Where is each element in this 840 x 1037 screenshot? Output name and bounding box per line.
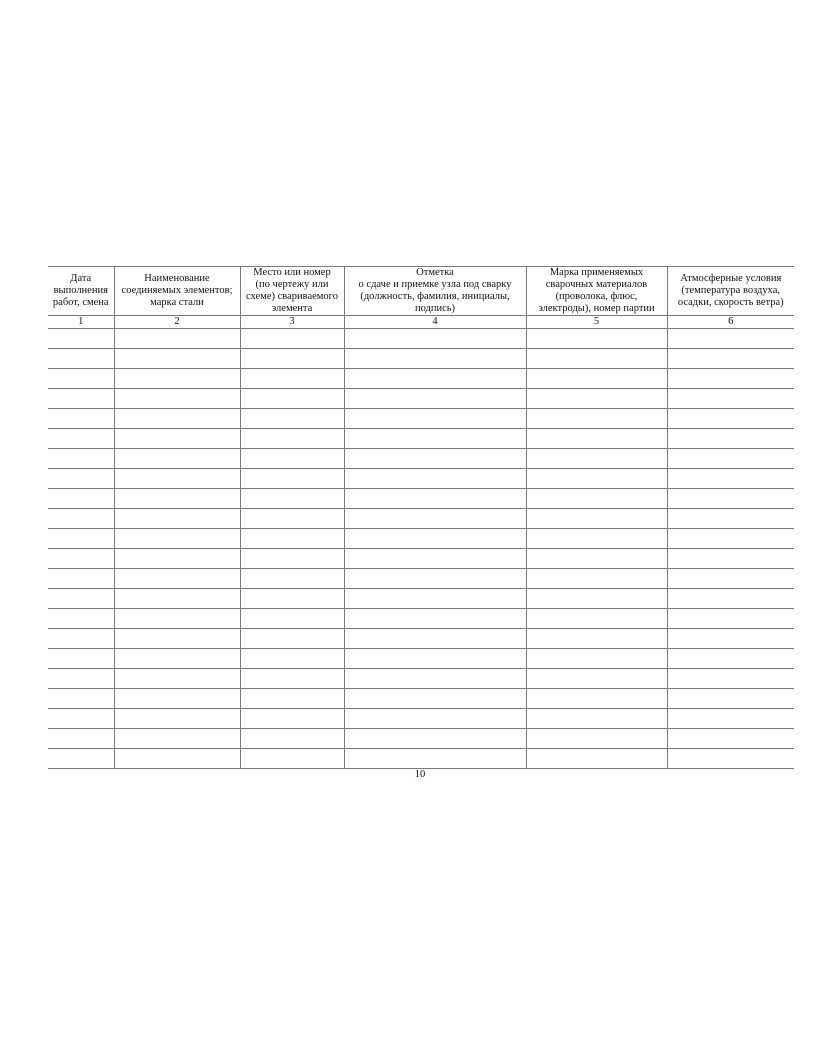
table-cell (240, 509, 344, 529)
table-cell (344, 629, 526, 649)
table-cell (114, 389, 240, 409)
table-cell (48, 549, 114, 569)
page-number: 10 (414, 769, 426, 780)
table-cell (344, 349, 526, 369)
table-cell (48, 369, 114, 389)
header-row (48, 267, 794, 316)
table-cell (114, 729, 240, 749)
table-cell (240, 449, 344, 469)
table-cell (114, 469, 240, 489)
table-cell (526, 389, 667, 409)
table-cell (667, 369, 794, 389)
table-cell (114, 429, 240, 449)
table-cell (344, 589, 526, 609)
table-cell (240, 649, 344, 669)
table-cell (526, 749, 667, 769)
table-row (48, 749, 794, 769)
table-cell (48, 629, 114, 649)
table-cell (667, 469, 794, 489)
table-cell (667, 629, 794, 649)
table-row (48, 689, 794, 709)
header-welding-materials: Марка применяемых сварочных материалов (проволока, флюс, электроды), номер партии (526, 267, 667, 316)
column-number: 2 (114, 316, 240, 329)
table-cell (48, 609, 114, 629)
table-cell (344, 569, 526, 589)
table-cell (48, 749, 114, 769)
table-cell (344, 329, 526, 349)
table-cell (344, 369, 526, 389)
table-row (48, 549, 794, 569)
column-number: 4 (344, 316, 526, 329)
table-cell (344, 389, 526, 409)
column-number: 6 (667, 316, 794, 329)
table-cell (344, 469, 526, 489)
table-row (48, 569, 794, 589)
table-cell (48, 489, 114, 509)
table-cell (240, 689, 344, 709)
table-cell (344, 549, 526, 569)
table-cell (344, 669, 526, 689)
table-cell (114, 449, 240, 469)
table-cell (114, 489, 240, 509)
table-cell (240, 729, 344, 749)
table-cell (114, 629, 240, 649)
column-number: 1 (48, 316, 114, 329)
table-cell (114, 649, 240, 669)
table-cell (526, 329, 667, 349)
table-cell (114, 689, 240, 709)
table-cell (667, 529, 794, 549)
table-row (48, 369, 794, 389)
table-cell (667, 409, 794, 429)
table-cell (526, 649, 667, 669)
table-cell (344, 409, 526, 429)
table-cell (114, 509, 240, 529)
table-cell (667, 549, 794, 569)
table-cell (240, 749, 344, 769)
table-cell (114, 349, 240, 369)
table-row (48, 349, 794, 369)
table-cell (344, 609, 526, 629)
table-cell (48, 529, 114, 549)
table-cell (667, 729, 794, 749)
table-cell (240, 589, 344, 609)
table-cell (526, 529, 667, 549)
table-cell (667, 349, 794, 369)
table-cell (48, 409, 114, 429)
table-cell (344, 709, 526, 729)
table-cell (526, 609, 667, 629)
table-cell (114, 569, 240, 589)
table-cell (526, 549, 667, 569)
table-cell (667, 749, 794, 769)
table-cell (344, 689, 526, 709)
table-row (48, 709, 794, 729)
table-cell (526, 689, 667, 709)
table-cell (526, 469, 667, 489)
table-cell (667, 489, 794, 509)
table-cell (526, 429, 667, 449)
table-cell (240, 369, 344, 389)
table-cell (240, 709, 344, 729)
table-cell (667, 649, 794, 669)
header-weather-conditions: Атмосферные условия (температура воздуха, осадки, скорость ветра) (667, 267, 794, 316)
table-cell (344, 429, 526, 449)
table-cell (240, 349, 344, 369)
table-cell (667, 669, 794, 689)
table-cell (667, 429, 794, 449)
table-row (48, 529, 794, 549)
table-cell (48, 429, 114, 449)
header-acceptance-mark: Отметка о сдаче и приемке узла под сварку (должность, фамилия, инициалы, подпись) (344, 267, 526, 316)
table-row (48, 469, 794, 489)
table-cell (114, 589, 240, 609)
table-cell (526, 369, 667, 389)
table-cell (667, 389, 794, 409)
table-cell (526, 489, 667, 509)
table-cell (240, 469, 344, 489)
table-cell (114, 409, 240, 429)
table-cell (114, 609, 240, 629)
table-cell (344, 449, 526, 469)
table-cell (114, 749, 240, 769)
table-cell (48, 669, 114, 689)
table-cell (526, 509, 667, 529)
table-cell (526, 669, 667, 689)
table-cell (48, 469, 114, 489)
table-row (48, 649, 794, 669)
table-cell (240, 629, 344, 649)
table-cell (667, 569, 794, 589)
table-cell (344, 729, 526, 749)
table-row (48, 589, 794, 609)
table-row (48, 669, 794, 689)
table-cell (240, 329, 344, 349)
table-cell (526, 729, 667, 749)
table-cell (667, 689, 794, 709)
table-cell (667, 709, 794, 729)
table-cell (526, 569, 667, 589)
table-cell (526, 589, 667, 609)
table-cell (344, 489, 526, 509)
header-element-location: Место или номер (по чертежу или схеме) свариваемого элемента (240, 267, 344, 316)
column-number-row (48, 316, 794, 329)
table-cell (240, 529, 344, 549)
table-cell (48, 329, 114, 349)
table-cell (240, 409, 344, 429)
table-row (48, 429, 794, 449)
table-cell (114, 709, 240, 729)
table-cell (48, 689, 114, 709)
table-header (48, 267, 794, 329)
header-joined-elements: Наименование соединяемых элементов; марка стали (114, 267, 240, 316)
table-cell (240, 569, 344, 589)
table-cell (240, 549, 344, 569)
header-date-shift: Дата выполнения работ, смена (48, 267, 114, 316)
table-row (48, 409, 794, 429)
table-row (48, 449, 794, 469)
table-cell (344, 649, 526, 669)
table-cell (114, 549, 240, 569)
table-row (48, 329, 794, 349)
table-cell (114, 669, 240, 689)
table-cell (48, 589, 114, 609)
table-cell (344, 749, 526, 769)
table-cell (48, 729, 114, 749)
table-cell (48, 569, 114, 589)
column-number: 3 (240, 316, 344, 329)
table-cell (48, 509, 114, 529)
table-row (48, 509, 794, 529)
table-row (48, 609, 794, 629)
table-cell (48, 649, 114, 669)
table-body (48, 329, 794, 769)
table-cell (526, 449, 667, 469)
table-row (48, 389, 794, 409)
table-cell (526, 629, 667, 649)
table-cell (240, 389, 344, 409)
table-cell (667, 609, 794, 629)
table-cell (114, 329, 240, 349)
table-cell (48, 709, 114, 729)
table-cell (240, 489, 344, 509)
table-row (48, 489, 794, 509)
table-cell (344, 509, 526, 529)
table-cell (240, 669, 344, 689)
table-cell (114, 529, 240, 549)
table-cell (667, 449, 794, 469)
table-cell (667, 509, 794, 529)
column-number: 5 (526, 316, 667, 329)
table-cell (240, 429, 344, 449)
table-cell (667, 329, 794, 349)
table-cell (667, 589, 794, 609)
table-cell (240, 609, 344, 629)
table-cell (526, 349, 667, 369)
table-cell (344, 529, 526, 549)
table-row (48, 629, 794, 649)
table-cell (114, 369, 240, 389)
table-cell (48, 449, 114, 469)
table-cell (526, 709, 667, 729)
table-cell (526, 409, 667, 429)
table-cell (48, 389, 114, 409)
table-row (48, 729, 794, 749)
welding-journal-table (48, 266, 794, 769)
table-cell (48, 349, 114, 369)
